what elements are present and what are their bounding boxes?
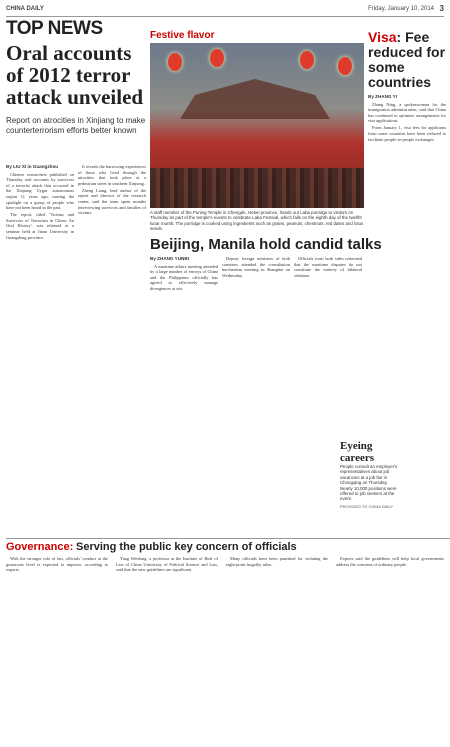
lantern-icon (338, 57, 352, 75)
lead-column-2 (78, 164, 146, 217)
manila-column-2 (222, 256, 290, 280)
manila-paragraph: Officials from both sides reiterated that the maritime disputes do not constitute the entirety of bilateral relations. (294, 256, 362, 278)
section-title: TOP NEWS (6, 18, 103, 39)
photo-section-label: Festive flavor (150, 30, 215, 41)
eyeing-title: Eyeing careers (340, 440, 374, 464)
lead-paragraph: It reveals the harrowing experiences of those who lived through the atrocities that took place at a pedestrian street in southern Xinjiang. (78, 164, 146, 186)
manila-headline: Beijing, Manila hold candid talks (150, 236, 382, 253)
visa-body (368, 94, 446, 142)
governance-bar (6, 538, 450, 553)
governance-column-2 (116, 556, 218, 574)
newspaper-logo: CHINA DAILY (6, 6, 44, 12)
temple-shape (180, 79, 330, 119)
manila-paragraph: Deputy foreign ministers of both countries attended the consultation mechanism meeting in Shanghai on Wednesday. (222, 256, 290, 278)
lead-column-1 (6, 164, 74, 242)
lantern-icon (300, 51, 314, 69)
eyeing-credit: PROVIDED TO CHINA DAILY (340, 503, 394, 509)
governance-label: Governance: (6, 541, 74, 553)
visa-headline: Visa: Fee reduced for some countries (368, 29, 446, 90)
visa-headline-rest: Fee reduced for some countries (368, 29, 446, 90)
lead-deck: Report on atrocities in Xinjiang to make counterterrorism efforts better known (6, 116, 146, 135)
visa-paragraph: From January 1, visa fees for applicants from some countries have been reduced to facilitate people-to-people exchanges. (368, 125, 446, 142)
manila-column-3 (294, 256, 362, 280)
governance-paragraph: With the stronger role of law, officials' conduct at the grassroots level is expected to improve, according to experts. (6, 556, 108, 573)
governance-column-1 (6, 556, 108, 574)
manila-paragraph: A maritime affairs meeting attended by a large number of envoys of China and the Philippines officially has agreed to effectively manage divergences at sea. (150, 263, 218, 291)
lead-paragraph: Zheng Liang, lead author of the report and director of the research center, said the team spent months interviewing survivors and families of victims. (78, 187, 146, 216)
lantern-icon (210, 49, 224, 67)
festival-photo (150, 43, 364, 208)
lead-paragraph: Chinese researchers published on Thursday oral accounts by survivors of a terrorist attack that occurred in the Xinjiang Uygur autonomous region 11 years ago, turning the spotlight on a group of people who have not been heard in the past. (6, 171, 74, 211)
governance-paragraph: Many officials have been punished for violating the eight-point frugality rules. (226, 556, 328, 567)
photo-caption: A staff member of the Puning Temple in Chengde, Hebei province, hands out Laba porridge to visitors on Thursday as part of the temple's events to celebrate Laba Festival, which falls on the eighth day of the twelfth lunar month. The porridge is cooked using ingredients such as grains, peanuts, chestnuts, red dates and lotus seeds. (150, 210, 364, 232)
manila-byline: By ZHANG YUNBI (150, 256, 189, 261)
masthead (6, 4, 444, 17)
manila-column-1 (150, 256, 218, 293)
crowd-shape (150, 168, 364, 208)
governance-paragraph: Yang Weidong, a professor at the Institute of Rule of Law of China University of Political Science and Law, said that the new guidelines are significant. (116, 556, 218, 573)
visa-byline: By ZHANG YI (368, 94, 398, 99)
page-number: 3 (439, 4, 444, 13)
lead-headline: Oral accounts of 2012 terror attack unveiled (6, 41, 144, 109)
visa-article (368, 30, 446, 144)
issue-date: Friday, January 10, 2014 (368, 6, 434, 12)
governance-headline: Serving the public key concern of officials (76, 541, 297, 553)
eyeing-careers-box (340, 440, 400, 509)
eyeing-caption: People consult an employer's representatives about job vacancies at a job fair in Chongqing on Thursday. Nearly 10,000 positions were offered to job seekers at the event. (340, 464, 398, 502)
visa-headline-keyword: Visa (368, 29, 397, 45)
lantern-icon (168, 53, 182, 71)
visa-paragraph: Zhang Ning, a spokeswoman for the immigration administration, said that China has continued to optimize arrangements for visa applications. (368, 101, 446, 124)
lead-byline: By LIU XI in Guangzhou (6, 164, 59, 169)
governance-column-4 (336, 556, 444, 569)
lead-paragraph: The report, titled 'Victims and Survivors of Terrorism in China: An Oral History', was released at a seminar held at Jinan University in Guangdong province. (6, 212, 74, 240)
governance-paragraph: Experts said the guidelines will help local governments address the concerns of ordinary people. (336, 556, 444, 567)
governance-column-3 (226, 556, 328, 569)
